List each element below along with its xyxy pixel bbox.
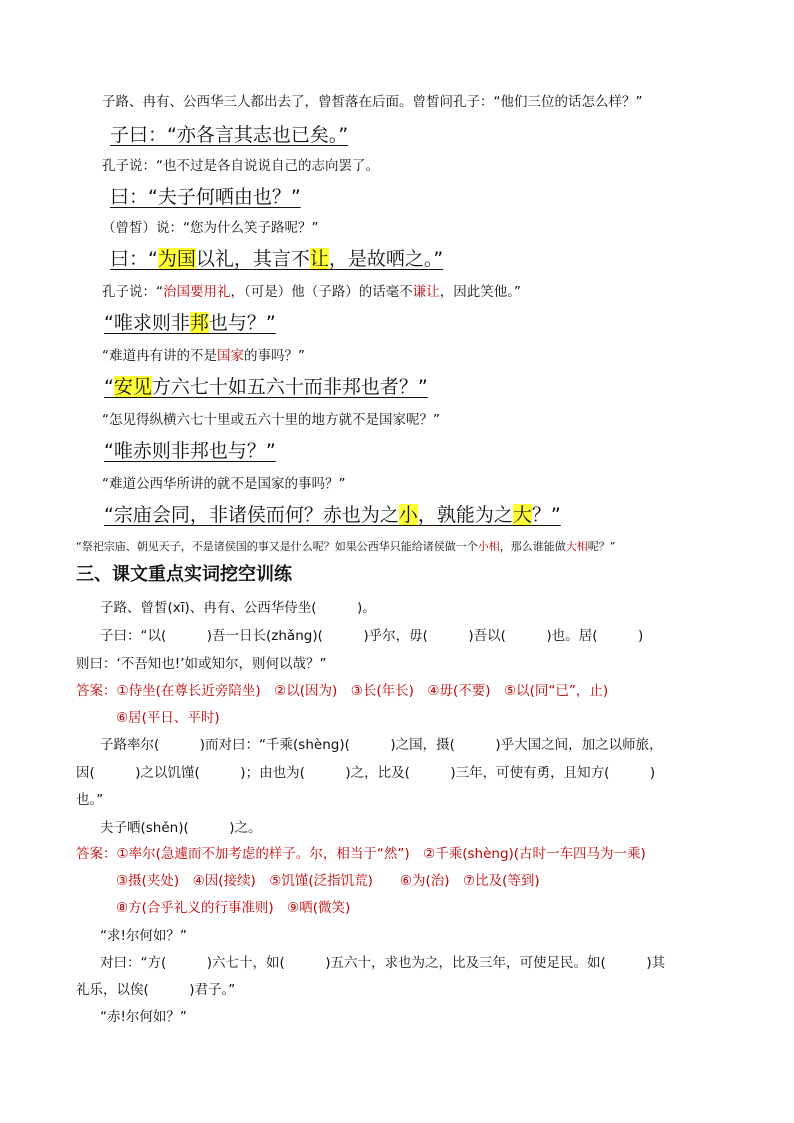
original-line-1: 子曰：“亦各言其志也已矣。” [110, 124, 349, 146]
answer-line-1: 答案：①侍坐(在尊长近旁陪坐) ②以(因为) ③长(年长) ④毋(不要) ⑤以(同“已”，止) [76, 683, 609, 699]
answer-line-4: ③摄(夹处) ④因(接续) ⑤饥馑(泛指饥荒) ⑥为(治) ⑦比及(等到) [116, 873, 540, 889]
exercise-line-6: 也。” [76, 792, 104, 808]
exercise-line-4: 子路率尔( )而对曰：“千乘(shèng)( )之国，摄( )乎大国之间，加之以师旅， [100, 737, 663, 753]
translation-line-1: 子路、冉有、公西华三人都出去了，曾皙落在后面。曾皙问孔子：“他们三位的话怎么样？” [102, 94, 643, 110]
translation-line-5: “难道冉有讲的不是国家的事吗？” [102, 348, 305, 364]
original-line-5: “安见方六七十如五六十而非邦也者？” [104, 376, 428, 398]
translation-line-2: 孔子说：“也不过是各自说说自己的志向罢了。 [102, 158, 379, 174]
original-line-7: “宗庙会同，非诸侯而何？赤也为之小，孰能为之大？” [104, 504, 561, 526]
exercise-line-8: “求!尔何如？” [100, 928, 187, 944]
highlight-text: 让 [309, 248, 329, 270]
exercise-line-5: 因( )之以饥馑( )；由也为( )之，比及( )三年，可使有勇，且知方( ) [76, 765, 656, 781]
answer-line-2: ⑥居(平日、平时) [116, 710, 220, 726]
exercise-line-10: 礼乐，以俟( )君子。” [76, 982, 236, 998]
highlight-text: 为国 [157, 248, 196, 270]
translation-line-7: “难道公西华所讲的就不是国家的事吗？” [102, 476, 346, 492]
highlight-text: 小 [398, 504, 418, 526]
exercise-line-7: 夫子哂(shěn)( )之。 [100, 820, 262, 836]
highlight-text: 安见 [113, 376, 152, 398]
answer-line-3: 答案：①率尔(急遽而不加考虑的样子。尔，相当于“然”) ②千乘(shèng)(古时一车四马为一乘) [76, 846, 646, 862]
highlight-text: 邦 [189, 312, 209, 334]
answer-line-5: ⑧方(合乎礼义的行事准则) ⑨哂(微笑) [116, 900, 351, 916]
translation-line-3: （曾皙）说：“您为什么笑子路呢？” [102, 220, 319, 236]
exercise-line-9: 对曰：“方( )六七十，如( )五六十，求也为之，比及三年，可使足民。如( )其 [100, 955, 666, 971]
exercise-line-1: 子路、曾皙(xī)、冉有、公西华侍坐( )。 [100, 600, 376, 616]
original-line-2: 曰：“夫子何哂由也？” [110, 186, 301, 208]
highlight-text: 大 [512, 504, 532, 526]
exercise-line-3: 则曰：‘不吾知也!’如或知尔，则何以哉？” [76, 656, 327, 672]
exercise-line-11: “赤!尔何如？” [100, 1009, 187, 1025]
translation-line-6: “怎见得纵横六七十里或五六十里的地方就不是国家呢？” [102, 412, 440, 428]
section-heading: 三、课文重点实词挖空训练 [76, 564, 292, 585]
exercise-line-2: 子曰：“以( )吾一日长(zhǎng)( )乎尔，毋( )吾以( )也。居( ) [100, 628, 644, 644]
original-line-6: “唯赤则非邦也与？” [104, 440, 276, 462]
translation-line-8: “祭祀宗庙、朝见天子，不是诸侯国的事又是什么呢？如果公西华只能给诸侯做一个小相，那么谁能做大相呢？” [76, 540, 616, 553]
original-line-4: “唯求则非邦也与？” [104, 312, 276, 334]
original-line-3: 曰：“为国以礼，其言不让，是故哂之。” [110, 248, 444, 270]
translation-line-4: 孔子说：“治国要用礼，（可是）他（子路）的话毫不谦让，因此笑他。” [102, 284, 521, 300]
